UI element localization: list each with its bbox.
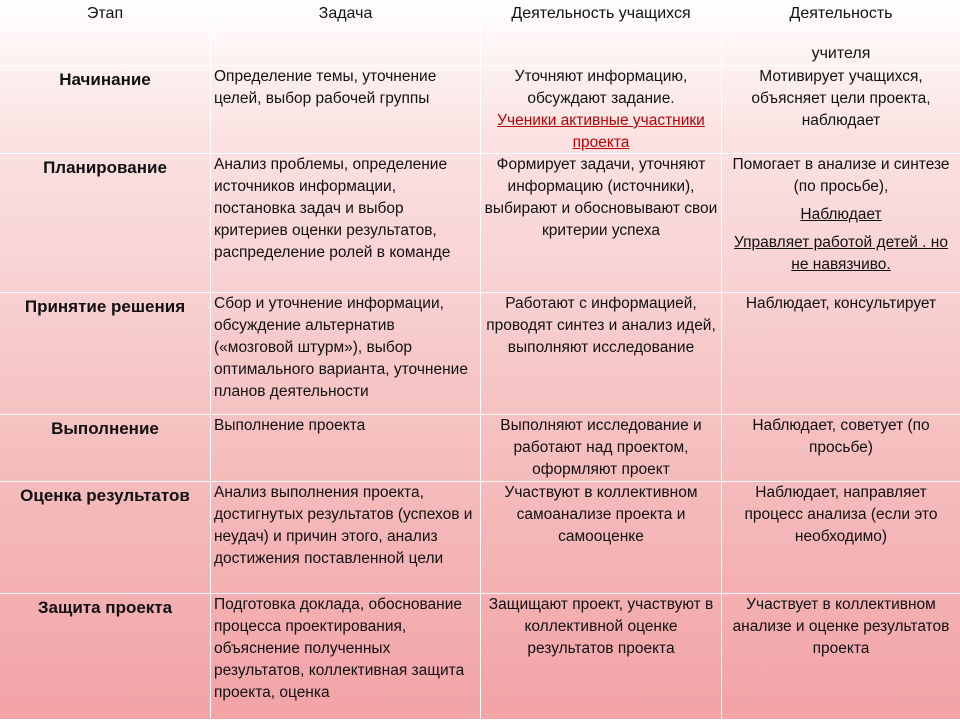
teacher-note-manages: Управляет работой детей . но не навязчиво. bbox=[734, 234, 948, 273]
task-cell: Анализ выполнения проекта, достигнутых результатов (успехов и неудач) и причин этого, анализ достижения поставленной цели bbox=[211, 482, 481, 594]
students-cell: Формирует задачи, уточняют информацию (источники), выбирают и обосновывают свои критерии успеха bbox=[481, 154, 722, 293]
header-stage: Этап bbox=[0, 0, 211, 66]
task-cell: Сбор и уточнение информации, обсуждение альтернатив («мозговой штурм»), выбор оптимального варианта, уточнение планов деятельности bbox=[211, 293, 481, 415]
teacher-cell: Участвует в коллективном анализе и оценке результатов проекта bbox=[722, 594, 960, 720]
teacher-cell: Наблюдает, советует (по просьбе) bbox=[722, 415, 960, 482]
stage-cell: Выполнение bbox=[0, 415, 211, 482]
header-teacher bbox=[722, 0, 960, 66]
stage-cell: Оценка результатов bbox=[0, 482, 211, 594]
stage-cell: Начинание bbox=[0, 66, 211, 154]
header-students: Деятельность учащихся bbox=[481, 0, 722, 66]
task-cell: Выполнение проекта bbox=[211, 415, 481, 482]
students-text: Уточняют информацию, обсуждают задание. bbox=[514, 68, 688, 107]
teacher-note-observes: Наблюдает bbox=[800, 206, 882, 223]
teacher-cell: Наблюдает, консультирует bbox=[722, 293, 960, 415]
stage-cell: Защита проекта bbox=[0, 594, 211, 720]
header-task: Задача bbox=[211, 0, 481, 66]
students-cell: Защищают проект, участвуют в коллективной оценке результатов проекта bbox=[481, 594, 722, 720]
task-cell: Анализ проблемы, определение источников информации, постановка задач и выбор критериев оценки результатов, распределение ролей в команде bbox=[211, 154, 481, 293]
teacher-text: Помогает в анализе и синтезе (по просьбе), bbox=[732, 156, 950, 195]
teacher-cell: Наблюдает, направляет процесс анализа (если это необходимо) bbox=[722, 482, 960, 594]
students-cell bbox=[481, 66, 722, 154]
students-cell: Работают с информацией, проводят синтез и анализ идей, выполняют исследование bbox=[481, 293, 722, 415]
students-cell: Выполняют исследование и работают над проектом, оформляют проект bbox=[481, 415, 722, 482]
stage-cell: Планирование bbox=[0, 154, 211, 293]
students-highlight: Ученики активные участники проекта bbox=[497, 112, 705, 151]
task-cell: Подготовка доклада, обоснование процесса проектирования, объяснение полученных результатов, коллективная защита проекта, оценка bbox=[211, 594, 481, 720]
students-cell: Участвуют в коллективном самоанализе проекта и самооценке bbox=[481, 482, 722, 594]
stage-cell: Принятие решения bbox=[0, 293, 211, 415]
header-teacher-line2: учителя bbox=[811, 45, 871, 62]
task-cell: Определение темы, уточнение целей, выбор рабочей группы bbox=[211, 66, 481, 154]
teacher-cell: Мотивирует учащихся, объясняет цели проекта, наблюдает bbox=[722, 66, 960, 154]
teacher-cell bbox=[722, 154, 960, 293]
header-teacher-line1: Деятельность bbox=[789, 5, 893, 22]
